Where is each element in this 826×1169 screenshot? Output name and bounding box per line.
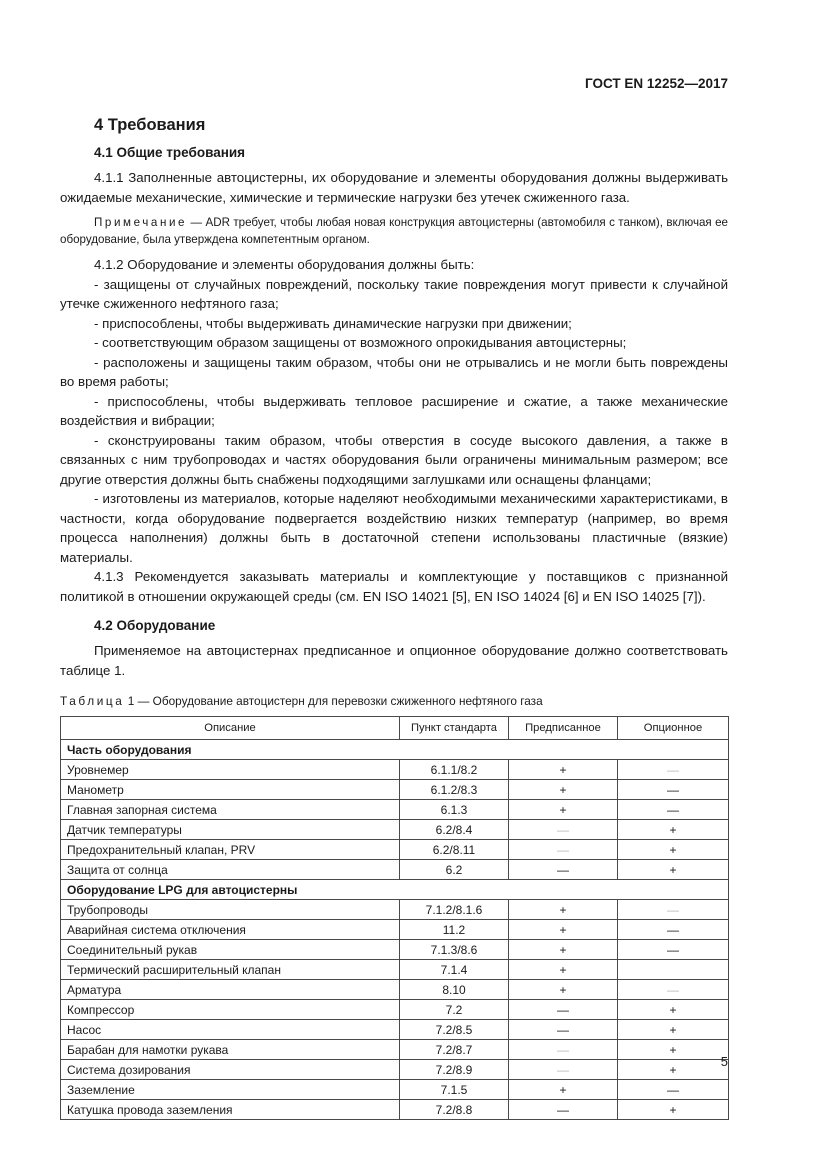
cell-description: Термический расширительный клапан	[61, 960, 400, 980]
cell-mandatory: +	[509, 940, 618, 960]
cell-mandatory: +	[509, 980, 618, 1000]
cell-mandatory: +	[509, 780, 618, 800]
cell-mandatory: +	[509, 920, 618, 940]
cell-optional	[618, 960, 729, 980]
cell-clause: 6.2/8.11	[400, 840, 509, 860]
cell-mandatory: —	[509, 1040, 618, 1060]
table-row	[61, 800, 729, 820]
cell-description: Соединительный рукав	[61, 940, 400, 960]
cell-optional: +	[618, 1060, 729, 1080]
cell-optional: —	[618, 940, 729, 960]
table-row	[61, 840, 729, 860]
cell-description: Катушка провода заземления	[61, 1100, 400, 1120]
cell-clause: 7.1.5	[400, 1080, 509, 1100]
cell-mandatory: +	[509, 960, 618, 980]
cell-description: Заземление	[61, 1080, 400, 1100]
cell-description: Компрессор	[61, 1000, 400, 1020]
cell-clause: 6.1.3	[400, 800, 509, 820]
cell-mandatory: —	[509, 820, 618, 840]
paragraph-4-1-3: 4.1.3 Рекомендуется заказывать материалы и комплектующие у поставщиков с признанной политикой в отношении окружающей среды (см. EN ISO 14021 [5], EN ISO 14024 [6] и EN ISO 14025 [7]).	[60, 569, 728, 604]
cell-clause: 7.1.3/8.6	[400, 940, 509, 960]
cell-description: Защита от солнца	[61, 860, 400, 880]
cell-description: Трубопроводы	[61, 900, 400, 920]
cell-clause: 7.1.4	[400, 960, 509, 980]
table-row	[61, 1000, 729, 1020]
table-row	[61, 760, 729, 780]
table-row	[61, 980, 729, 1000]
page-number: 5	[720, 1054, 728, 1069]
cell-clause: 6.1.1/8.2	[400, 760, 509, 780]
cell-optional: —	[618, 800, 729, 820]
cell-clause: 6.2/8.4	[400, 820, 509, 840]
paragraph-4-1-1: 4.1.1 Заполненные автоцистерны, их оборудование и элементы оборудования должны выдерживать ожидаемые механические, химические и термические нагрузки без утечек сжиженного газа.	[60, 170, 728, 205]
cell-mandatory: +	[509, 800, 618, 820]
cell-optional: —	[618, 920, 729, 940]
cell-optional: —	[618, 780, 729, 800]
cell-optional: +	[618, 1020, 729, 1040]
table-row	[61, 860, 729, 880]
list-item: - приспособлены, чтобы выдерживать динамические нагрузки при движении;	[94, 315, 572, 331]
paragraph-4-1-2: 4.1.2 Оборудование и элементы оборудования должны быть:	[94, 257, 475, 272]
note-label: Примечание	[94, 216, 188, 229]
cell-clause: 7.1.2/8.1.6	[400, 900, 509, 920]
cell-clause: 7.2/8.9	[400, 1060, 509, 1080]
table-row	[61, 940, 729, 960]
table-row	[61, 1100, 729, 1120]
document-id: ГОСТ EN 12252—2017	[585, 76, 728, 91]
cell-description: Арматура	[61, 980, 400, 1000]
table-row	[61, 780, 729, 800]
cell-optional: +	[618, 820, 729, 840]
cell-mandatory: —	[509, 1020, 618, 1040]
table-section-label: Часть оборудования	[61, 740, 729, 760]
cell-optional: +	[618, 1000, 729, 1020]
cell-optional: +	[618, 860, 729, 880]
table-row	[61, 960, 729, 980]
note	[60, 214, 728, 248]
cell-clause: 7.2/8.5	[400, 1020, 509, 1040]
cell-optional: —	[618, 900, 729, 920]
note-text: — ADR требует, чтобы любая новая конструкция автоцистерны (автомобиля с танком), включая ее оборудование, была утверждена компетентным органом.	[60, 216, 728, 246]
table-section-row	[61, 740, 729, 760]
cell-optional: —	[618, 1080, 729, 1100]
paragraph-4-2: Применяемое на автоцистернах предписанное и опционное оборудование должно соответствовать таблице 1.	[60, 643, 728, 678]
equipment-table	[60, 716, 729, 1120]
table-row	[61, 1060, 729, 1080]
cell-optional: +	[618, 1040, 729, 1060]
cell-mandatory: +	[509, 1080, 618, 1100]
cell-optional: —	[618, 760, 729, 780]
requirements-list	[60, 275, 728, 568]
table-row	[61, 1020, 729, 1040]
list-item: - расположены и защищены таким образом, чтобы они не отрывались и не могли быть повреждены во время работы;	[60, 354, 728, 389]
list-item: - соответствующим образом защищены от возможного опрокидывания автоцистерны;	[94, 335, 627, 350]
cell-clause: 7.2	[400, 1000, 509, 1020]
table-caption	[60, 694, 728, 708]
list-item: - защищены от случайных повреждений, поскольку такие повреждения могут привести к случайной утечке сжиженного нефтяного газа;	[60, 276, 728, 311]
section-title: 4 Требования	[94, 116, 206, 134]
cell-optional: +	[618, 1100, 729, 1120]
table-section-label: Оборудование LPG для автоцистерны	[61, 880, 729, 900]
cell-description: Барабан для намотки рукава	[61, 1040, 400, 1060]
cell-mandatory: —	[509, 1000, 618, 1020]
cell-description: Насос	[61, 1020, 400, 1040]
table-caption-label: Таблица	[60, 694, 125, 708]
list-item: - сконструированы таким образом, чтобы отверстия в сосуде высокого давления, а также в связанных с ним трубопроводах и частях оборудования были ограничены минимальным размером; все другие отверстия должны быть снабжены подходящими заглушками или оснащены фланцами;	[60, 432, 728, 487]
header-mandatory: Предписанное	[509, 717, 618, 740]
header-optional: Опционное	[618, 717, 729, 740]
cell-mandatory: —	[509, 860, 618, 880]
cell-description: Предохранительный клапан, PRV	[61, 840, 400, 860]
table-row	[61, 900, 729, 920]
cell-description: Система дозирования	[61, 1060, 400, 1080]
header-clause: Пункт стандарта	[400, 717, 509, 740]
table-row	[61, 920, 729, 940]
cell-description: Датчик температуры	[61, 820, 400, 840]
cell-description: Аварийная система отключения	[61, 920, 400, 940]
table-caption-text: 1 — Оборудование автоцистерн для перевозки сжиженного нефтяного газа	[124, 694, 543, 708]
cell-clause: 8.10	[400, 980, 509, 1000]
cell-mandatory: —	[509, 840, 618, 860]
table-header-row	[61, 717, 729, 740]
cell-description: Главная запорная система	[61, 800, 400, 820]
table-row	[61, 820, 729, 840]
cell-description: Манометр	[61, 780, 400, 800]
header-description: Описание	[61, 717, 400, 740]
cell-description: Уровнемер	[61, 760, 400, 780]
subsection-title-4-2: 4.2 Оборудование	[94, 618, 216, 633]
cell-mandatory: +	[509, 900, 618, 920]
cell-clause: 6.2	[400, 860, 509, 880]
table-body	[61, 740, 729, 1120]
table-row	[61, 1080, 729, 1100]
list-item: - приспособлены, чтобы выдерживать тепловое расширение и сжатие, а также механические воздействия и вибрации;	[60, 393, 728, 428]
list-item: - изготовлены из материалов, которые наделяют необходимыми механическими характеристиками, в частности, когда оборудование подвергается воздействию низких температур (например, во время процесса наполнения) должны быть в достаточной степени использованы пластичные (вязкие) материалы.	[60, 491, 728, 565]
cell-mandatory: —	[509, 1100, 618, 1120]
table-row	[61, 1040, 729, 1060]
cell-clause: 7.2/8.8	[400, 1100, 509, 1120]
cell-mandatory: —	[509, 1060, 618, 1080]
cell-mandatory: +	[509, 760, 618, 780]
document-body	[60, 116, 728, 1120]
cell-clause: 11.2	[400, 920, 509, 940]
subsection-title-4-1: 4.1 Общие требования	[94, 145, 246, 160]
cell-clause: 7.2/8.7	[400, 1040, 509, 1060]
cell-optional: +	[618, 840, 729, 860]
cell-optional: —	[618, 980, 729, 1000]
table-section-row	[61, 880, 729, 900]
cell-clause: 6.1.2/8.3	[400, 780, 509, 800]
